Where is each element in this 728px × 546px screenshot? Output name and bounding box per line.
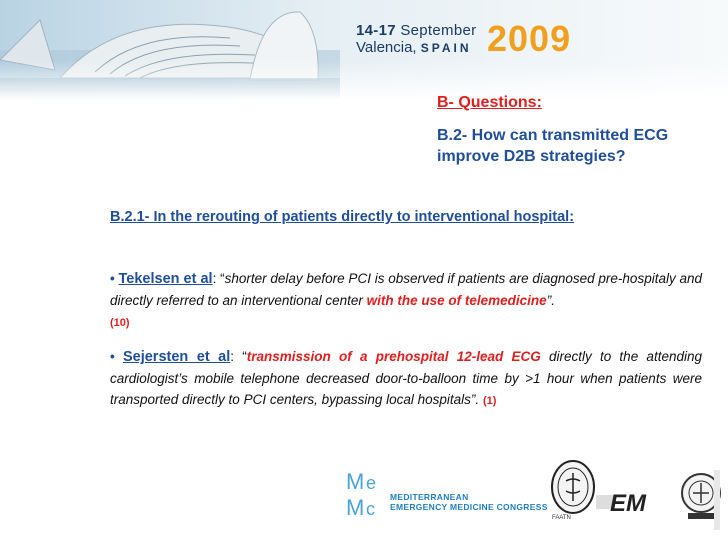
svg-text:M: M: [346, 469, 365, 494]
citation-item: [110, 346, 702, 412]
meme-caption: [390, 492, 548, 512]
citation-author: Tekelsen et al: [118, 271, 213, 287]
citation-separator: : “: [230, 349, 247, 364]
svg-text:c: c: [366, 499, 375, 519]
bullet-icon: •: [110, 349, 115, 364]
citation-text: shorter delay before PCI is observed if patients are diagnosed pre-hospitaly and directly referred to an interventional center: [110, 271, 702, 308]
bullet-icon: •: [110, 271, 115, 286]
svg-text:e: e: [366, 473, 377, 493]
meme-logo-icon: [346, 467, 386, 521]
citation-author: Sejersten et al: [122, 349, 231, 365]
event-city: Valencia,: [356, 39, 417, 56]
faatn-label: FAATN: [552, 515, 571, 521]
meme-line1: MEDITERRANEAN: [390, 492, 469, 502]
section-title: B- Questions:: [437, 94, 542, 111]
section-subtitle: B.2- How can transmitted ECG improve D2B strategies?: [437, 127, 669, 165]
event-year: 2009: [487, 18, 572, 59]
svg-text:M: M: [346, 495, 365, 520]
citation-highlight: transmission of a prehospital 12-lead ECG: [246, 349, 541, 364]
event-month: September: [400, 22, 477, 39]
sub-heading: B.2.1- In the rerouting of patients directly to interventional hospital:: [110, 209, 575, 225]
meme-line2: EMERGENCY MEDICINE CONGRESS: [390, 502, 548, 512]
sponsor-logos: [340, 455, 720, 535]
citation-highlight: with the use of telemedicine: [366, 293, 547, 308]
event-location: [356, 39, 476, 56]
side-watermark: [714, 470, 720, 530]
citation-ref: (1): [482, 395, 497, 407]
citation-item: [110, 268, 702, 334]
citation-text: directly to the attending cardiologist’s mobile telephone decreased door-to-balloon time by >1 hour when patients were transported directly to PCI centers, bypassing local hospitals”.: [110, 349, 702, 407]
citation-close: ”.: [546, 293, 555, 308]
event-country: SPAIN: [420, 41, 472, 55]
citation-separator: : “: [212, 271, 225, 286]
event-days: 14-17: [356, 22, 396, 39]
event-info: [356, 22, 476, 56]
eme-logo-icon: [596, 485, 678, 517]
svg-text:EM: EM: [610, 490, 646, 517]
header-banner: [0, 0, 728, 100]
event-dates: [356, 22, 476, 39]
citation-ref: (10): [110, 317, 130, 329]
